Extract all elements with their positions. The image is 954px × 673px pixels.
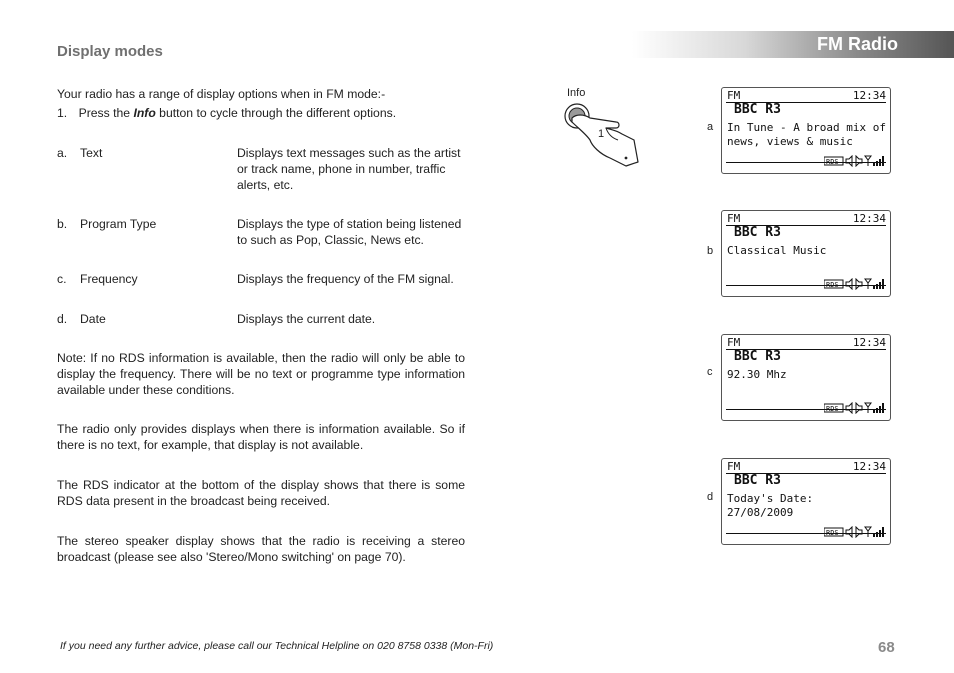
mode-letter: c. [57, 272, 67, 286]
clock: 12:34 [852, 89, 886, 102]
display-label: b [707, 245, 714, 257]
mode-indicator: FM [727, 460, 741, 473]
rds-stereo-signal-icons [824, 402, 886, 414]
mode-indicator: FM [727, 336, 741, 349]
station-name: BBC R3 [734, 102, 781, 117]
hand-pressing-info-button-icon [560, 100, 644, 168]
note-rds: Note: If no RDS information is available, then the radio will only be able to display the frequency. There will be no text or programme type information available under these conditions. [57, 351, 465, 397]
lcd-display [721, 334, 891, 421]
display-label: d [707, 491, 714, 503]
mode-description: Displays the frequency of the FM signal. [237, 272, 454, 286]
clock: 12:34 [852, 336, 886, 349]
note-availability: The radio only provides displays when there is information available. So if there is no text, for example, that display is not available. [57, 422, 465, 452]
status-icons [824, 523, 886, 542]
display-info-text: Classical Music [727, 244, 827, 257]
display-label: a [707, 121, 714, 133]
step-number: 1. [57, 106, 68, 120]
mode-name: Frequency [80, 272, 138, 286]
lcd-display [721, 87, 891, 174]
mode-letter: a. [57, 146, 68, 160]
mode-description: Displays the current date. [237, 312, 376, 326]
rds-stereo-signal-icons [824, 526, 886, 538]
mode-letter: b. [57, 217, 68, 231]
display-info-text: 92.30 Mhz [727, 368, 787, 381]
info-button-label: Info [567, 87, 586, 99]
lcd-display [721, 210, 891, 297]
mode-name: Text [80, 146, 103, 160]
page-header-title: FM Radio [817, 34, 898, 54]
step-text-post: button to cycle through the different options. [155, 106, 397, 120]
svg-text:RDS: RDS [826, 405, 839, 413]
rds-stereo-signal-icons [824, 278, 886, 290]
page-number: 68 [878, 639, 895, 656]
status-icons [824, 152, 886, 171]
intro-text: Your radio has a range of display options when in FM mode:- [57, 87, 386, 101]
clock: 12:34 [852, 212, 886, 225]
status-icons [824, 399, 886, 418]
step-1 [57, 105, 396, 121]
station-name: BBC R3 [734, 349, 781, 364]
mode-name: Date [80, 312, 106, 326]
step-text-pre: Press the [78, 106, 134, 120]
station-name: BBC R3 [734, 225, 781, 240]
display-info-text: In Tune - A broad mix of news, views & music [727, 121, 886, 148]
mode-indicator: FM [727, 89, 741, 102]
lcd-display [721, 458, 891, 545]
footer-helpline: If you need any further advice, please call our Technical Helpline on 020 8758 0338 (Mon-Fri) [60, 640, 494, 652]
mode-letter: d. [57, 312, 68, 326]
info-button-ref: Info [133, 106, 156, 120]
header-band [632, 31, 954, 58]
mode-description: Displays text messages such as the artist or track name, phone in number, traffic alerts, etc. [237, 146, 461, 192]
note-stereo: The stereo speaker display shows that the radio is receiving a stereo broadcast (please see also 'Stereo/Mono switching' on page 70). [57, 534, 465, 564]
svg-text:RDS: RDS [826, 158, 839, 166]
display-info-text: Today's Date: 27/08/2009 [727, 492, 814, 519]
note-rds-indicator: The RDS indicator at the bottom of the display shows that there is some RDS data present in the broadcast being received. [57, 478, 465, 508]
clock: 12:34 [852, 460, 886, 473]
svg-text:RDS: RDS [826, 529, 839, 537]
mode-name: Program Type [80, 217, 157, 231]
rds-stereo-signal-icons [824, 155, 886, 167]
step-number-on-hand: 1 [598, 128, 605, 140]
station-name: BBC R3 [734, 473, 781, 488]
mode-indicator: FM [727, 212, 741, 225]
svg-text:RDS: RDS [826, 281, 839, 289]
status-icons [824, 275, 886, 294]
section-title: Display modes [57, 43, 163, 60]
display-label: c [707, 366, 713, 378]
mode-description: Displays the type of station being listened to such as Pop, Classic, News etc. [237, 217, 462, 247]
